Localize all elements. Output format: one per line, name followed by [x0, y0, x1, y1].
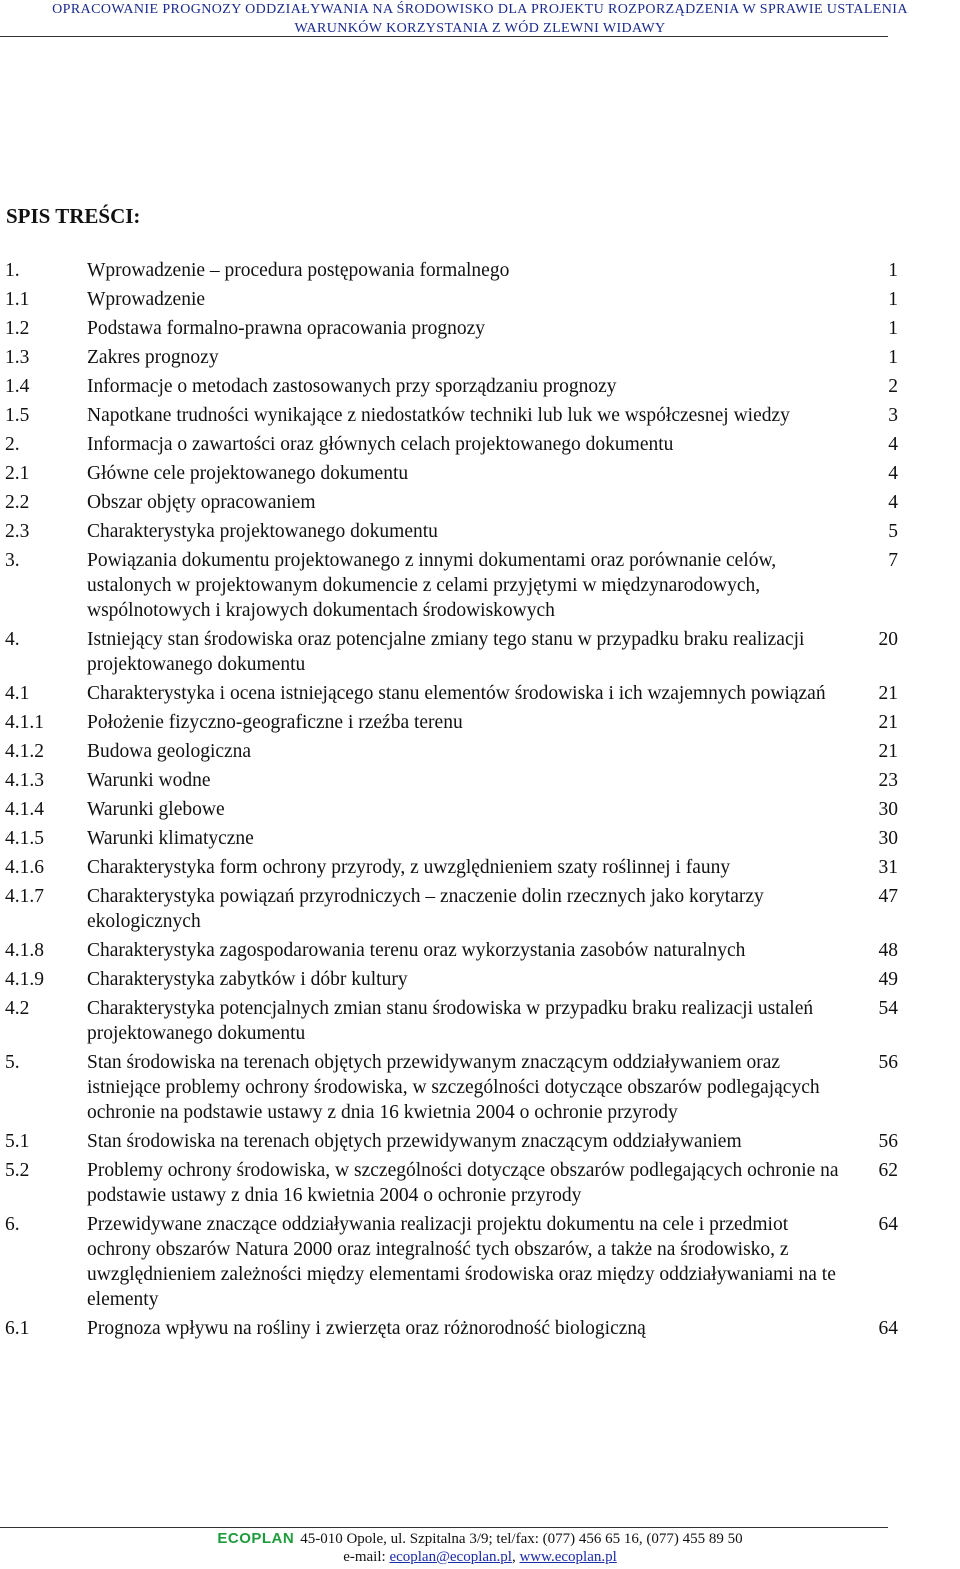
toc-entry: [0, 996, 960, 1046]
toc-entry-title: Powiązania dokumentu projektowanego z innymi dokumentami oraz porównanie celów, ustalonych w projektowanym dokumencie z celami przyjętymi w międzynarodowych, wspólnotowych i krajowych dokumentach środowiskowych: [87, 550, 777, 621]
toc-entry-page: 20: [878, 629, 898, 650]
toc-entry-number: 1.5: [5, 405, 30, 426]
toc-entry-page: 30: [878, 799, 898, 820]
toc-entry: [0, 967, 960, 992]
toc-entry-number: 1.4: [5, 376, 30, 397]
toc-entry-page: 23: [878, 770, 898, 791]
toc-entry: [0, 490, 960, 515]
header-line-2: WARUNKÓW KORZYSTANIA Z WÓD ZLEWNI WIDAWY: [294, 21, 666, 36]
toc-entry-page: 62: [878, 1160, 898, 1181]
toc-entry-number: 4.1.2: [5, 741, 44, 762]
toc-entry-page: 4: [888, 492, 898, 513]
toc-entry: [0, 519, 960, 544]
toc-entry-page: 31: [878, 857, 898, 878]
toc-entry: [0, 1316, 960, 1341]
header-line-1: OPRACOWANIE PROGNOZY ODDZIAŁYWANIA NA ŚRODOWISKO DLA PROJEKTU ROZPORZĄDZENIA W SPRAWIE USTALENIA: [52, 2, 908, 17]
toc-entry-page: 21: [878, 712, 898, 733]
footer-line-1: [0, 1530, 960, 1548]
toc-entry-title: Charakterystyka i ocena istniejącego stanu elementów środowiska i ich wzajemnych powiązań: [87, 683, 826, 704]
toc-entry-number: 5.: [5, 1052, 20, 1073]
toc-entry-page: 1: [888, 260, 898, 281]
toc-entry-title: Charakterystyka powiązań przyrodniczych – znaczenie dolin rzecznych jako korytarzy ekologicznych: [87, 886, 764, 932]
toc-entry: [0, 287, 960, 312]
toc-entry-title: Warunki wodne: [87, 770, 211, 791]
toc-entry-number: 2.1: [5, 463, 30, 484]
toc-entry-page: 1: [888, 289, 898, 310]
toc-entry-page: 47: [878, 886, 898, 907]
toc-entry-title: Charakterystyka zagospodarowania terenu oraz wykorzystania zasobów naturalnych: [87, 940, 746, 961]
toc-entry-number: 4.1.3: [5, 770, 44, 791]
toc-entry: [0, 768, 960, 793]
toc-entry-number: 4.1: [5, 683, 30, 704]
toc-entry-title: Charakterystyka form ochrony przyrody, z uwzględnieniem szaty roślinnej i fauny: [87, 857, 731, 878]
toc-entry-page: 56: [878, 1131, 898, 1152]
toc-entry-number: 5.2: [5, 1160, 30, 1181]
toc-entry: [0, 681, 960, 706]
toc-entry: [0, 1212, 960, 1312]
toc-entry-title: Informacja o zawartości oraz głównych celach projektowanego dokumentu: [87, 434, 674, 455]
toc-entry: [0, 938, 960, 963]
toc-entry-number: 4.1.9: [5, 969, 44, 990]
toc-entry-number: 1.2: [5, 318, 30, 339]
toc-entry: [0, 1158, 960, 1208]
toc-entry-number: 3.: [5, 550, 20, 571]
toc-entry-page: 4: [888, 463, 898, 484]
toc-entry-title: Charakterystyka potencjalnych zmian stanu środowiska w przypadku braku realizacji ustaleń projektowanego dokumentu: [87, 998, 814, 1044]
toc-entry-page: 1: [888, 318, 898, 339]
toc-title: SPIS TREŚCI:: [6, 204, 141, 228]
toc-entry: [0, 627, 960, 677]
page-header: [0, 0, 960, 38]
toc-entry-page: 64: [878, 1214, 898, 1235]
toc-entry-title: Charakterystyka projektowanego dokumentu: [87, 521, 438, 542]
toc-entry-number: 4.1.6: [5, 857, 44, 878]
toc-entry: [0, 855, 960, 880]
toc-entry: [0, 345, 960, 370]
toc-entry-page: 21: [878, 683, 898, 704]
page-footer: [0, 1530, 960, 1566]
toc-entry-page: 56: [878, 1052, 898, 1073]
toc-entry-number: 6.1: [5, 1318, 30, 1339]
toc-entry-page: 2: [888, 376, 898, 397]
toc-entry: [0, 548, 960, 623]
toc-entry: [0, 258, 960, 283]
toc-entry-number: 4.1.8: [5, 940, 44, 961]
toc-entry-number: 6.: [5, 1214, 20, 1235]
toc-entry-title: Obszar objęty opracowaniem: [87, 492, 316, 513]
toc-entry-title: Podstawa formalno-prawna opracowania prognozy: [87, 318, 485, 339]
toc-entry-number: 5.1: [5, 1131, 30, 1152]
toc-entry-page: 1: [888, 347, 898, 368]
toc-entry-number: 1.3: [5, 347, 30, 368]
toc-entry-title: Informacje o metodach zastosowanych przy sporządzaniu prognozy: [87, 376, 617, 397]
toc-entry: [0, 432, 960, 457]
toc-entry: [0, 1129, 960, 1154]
toc-entry: [0, 739, 960, 764]
toc-entry-title: Warunki klimatyczne: [87, 828, 254, 849]
toc-entry-number: 4.: [5, 629, 20, 650]
toc-entry-page: 5: [888, 521, 898, 542]
toc-entry-title: Stan środowiska na terenach objętych przewidywanym znaczącym oddziaływaniem: [87, 1131, 742, 1152]
email-label: e-mail:: [343, 1549, 386, 1565]
toc-entry: [0, 797, 960, 822]
toc-entry-number: 1.1: [5, 289, 30, 310]
toc-entry-page: 49: [878, 969, 898, 990]
toc-entry: [0, 461, 960, 486]
toc-entry-title: Istniejący stan środowiska oraz potencjalne zmiany tego stanu w przypadku braku realizacji projektowanego dokumentu: [87, 629, 805, 675]
toc-entry-number: 2.3: [5, 521, 30, 542]
toc-entry-title: Położenie fizyczno-geograficzne i rzeźba terenu: [87, 712, 463, 733]
footer-address: 45-010 Opole, ul. Szpitalna 3/9; tel/fax: (077) 456 65 16, (077) 455 89 50: [300, 1531, 743, 1547]
toc-entry-page: 4: [888, 434, 898, 455]
toc-entry-title: Wprowadzenie – procedura postępowania formalnego: [87, 260, 510, 281]
website-link[interactable]: www.ecoplan.pl: [519, 1549, 617, 1565]
toc-entry-number: 2.2: [5, 492, 30, 513]
toc-entry-title: Budowa geologiczna: [87, 741, 252, 762]
toc-entry-number: 4.1.7: [5, 886, 44, 907]
toc-entry: [0, 884, 960, 934]
toc-entry-title: Warunki glebowe: [87, 799, 225, 820]
footer-line-2: [0, 1548, 960, 1566]
toc-entry-number: 4.2: [5, 998, 30, 1019]
toc-entry-page: 54: [878, 998, 898, 1019]
toc-entry-title: Główne cele projektowanego dokumentu: [87, 463, 409, 484]
toc-entry-number: 4.1.1: [5, 712, 44, 733]
toc-entry-page: 30: [878, 828, 898, 849]
toc-entry: [0, 316, 960, 341]
toc-entry-page: 21: [878, 741, 898, 762]
toc-entry-page: 48: [878, 940, 898, 961]
toc-entry-title: Stan środowiska na terenach objętych przewidywanym znaczącym oddziaływaniem oraz istniejące problemy ochrony środowiska, w szczególności dotyczące obszarów podlegających ochronie na podstawie ustawy z dnia 16 kwietnia 2004 o ochronie przyrody: [87, 1052, 820, 1123]
footer-divider: [0, 1527, 888, 1528]
toc-entry-number: 4.1.5: [5, 828, 44, 849]
toc-entry-title: Przewidywane znaczące oddziaływania realizacji projektu dokumentu na cele i przedmiot ochrony obszarów Natura 2000 oraz integralność tych obszarów, a także na środowisko, z uwzględnieniem zależności między elementami środowiska oraz między oddziaływaniami na te elementy: [87, 1214, 836, 1310]
table-of-contents: [0, 258, 960, 1341]
toc-entry-page: 7: [888, 550, 898, 571]
toc-entry-number: 4.1.4: [5, 799, 44, 820]
header-divider: [0, 36, 888, 37]
toc-entry-title: Problemy ochrony środowiska, w szczególności dotyczące obszarów podlegających ochronie na podstawie ustawy z dnia 16 kwietnia 2004 o ochronie przyrody: [87, 1160, 839, 1206]
toc-entry: [0, 374, 960, 399]
toc-entry: [0, 826, 960, 851]
toc-entry-page: 3: [888, 405, 898, 426]
toc-entry: [0, 710, 960, 735]
toc-entry-title: Charakterystyka zabytków i dóbr kultury: [87, 969, 408, 990]
toc-entry: [0, 403, 960, 428]
toc-entry-page: 64: [878, 1318, 898, 1339]
toc-entry-title: Prognoza wpływu na rośliny i zwierzęta oraz różnorodność biologiczną: [87, 1318, 646, 1339]
toc-entry: [0, 1050, 960, 1125]
toc-entry-title: Wprowadzenie: [87, 289, 206, 310]
toc-entry-title: Napotkane trudności wynikające z niedostatków techniki lub luk we współczesnej wiedzy: [87, 405, 790, 426]
footer-separator: ,: [511, 1549, 516, 1565]
toc-entry-number: 2.: [5, 434, 20, 455]
brand-name: ECOPLAN: [217, 1530, 295, 1547]
email-link[interactable]: ecoplan@ecoplan.pl: [389, 1549, 512, 1565]
toc-entry-title: Zakres prognozy: [87, 347, 219, 368]
toc-entry-number: 1.: [5, 260, 20, 281]
